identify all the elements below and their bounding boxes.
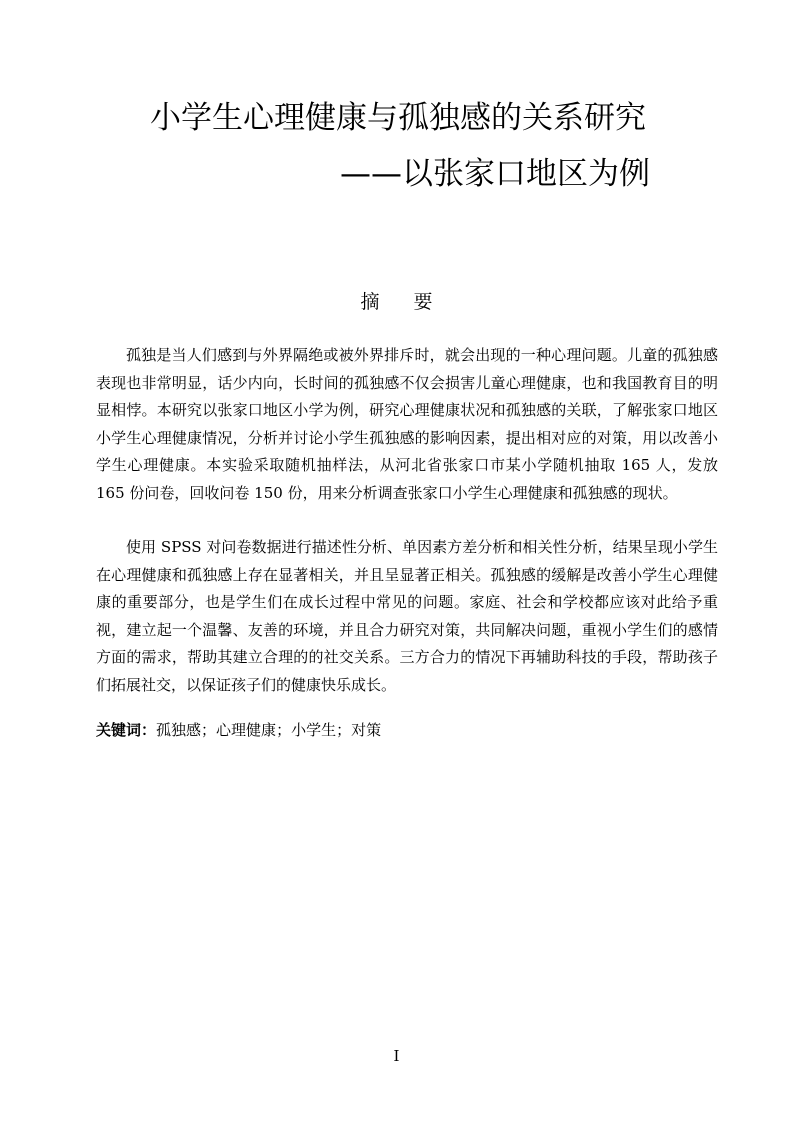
- keywords-line: [96, 717, 381, 743]
- keyword-separator: ；: [276, 721, 292, 739]
- keyword-item: 小学生: [291, 721, 337, 739]
- abstract-heading: [0, 289, 793, 315]
- page-number: I: [393, 1047, 400, 1065]
- keyword-item: 孤独感: [156, 721, 202, 739]
- keyword-separator: ；: [201, 721, 217, 739]
- keyword-item: 对策: [351, 721, 382, 739]
- keyword-separator: ；: [336, 721, 352, 739]
- abstract-paragraph-2: 使用 SPSS 对问卷数据进行描述性分析、单因素方差分析和相关性分析，结果呈现小学生在心理健康和孤独感上存在显著相关，并且呈显著正相关。孤独感的缓解是改善小学生心理健康的重要部分，也是学生们在成长过程中常见的问题。家庭、社会和学校都应该对此给予重视，建立起一个温馨、友善的环境，并且合力研究对策，共同解决问题，重视小学生们的感情方面的需求，帮助其建立合理的的社交关系。三方合力的情况下再辅助科技的手段，帮助孩子们拓展社交，以保证孩子们的健康快乐成长。: [96, 538, 718, 694]
- abstract-heading-char-2: 要: [413, 291, 433, 313]
- page-title: 小学生心理健康与孤独感的关系研究: [150, 100, 646, 136]
- keywords-label: 关键词：: [96, 721, 157, 739]
- keyword-item: 心理健康: [216, 721, 277, 739]
- abstract-heading-char-1: 摘: [360, 291, 380, 313]
- page-subtitle: ——以张家口地区为例: [340, 156, 650, 192]
- abstract-paragraph-1: 孤独是当人们感到与外界隔绝或被外界排斥时，就会出现的一种心理问题。儿童的孤独感表现也非常明显，话少内向，长时间的孤独感不仅会损害儿童心理健康，也和我国教育目的明显相悖。本研究以张家口地区小学为例，研究心理健康状况和孤独感的关联，了解张家口地区小学生心理健康情况，分析并讨论小学生孤独感的影响因素，提出相对应的对策，用以改善小学生心理健康。本实验采取随机抽样法，从河北省张家口市某小学随机抽取 165 人，发放 165 份问卷，回收问卷 150 份，用来分析调查张家口小学生心理健康和孤独感的现状。: [96, 346, 718, 502]
